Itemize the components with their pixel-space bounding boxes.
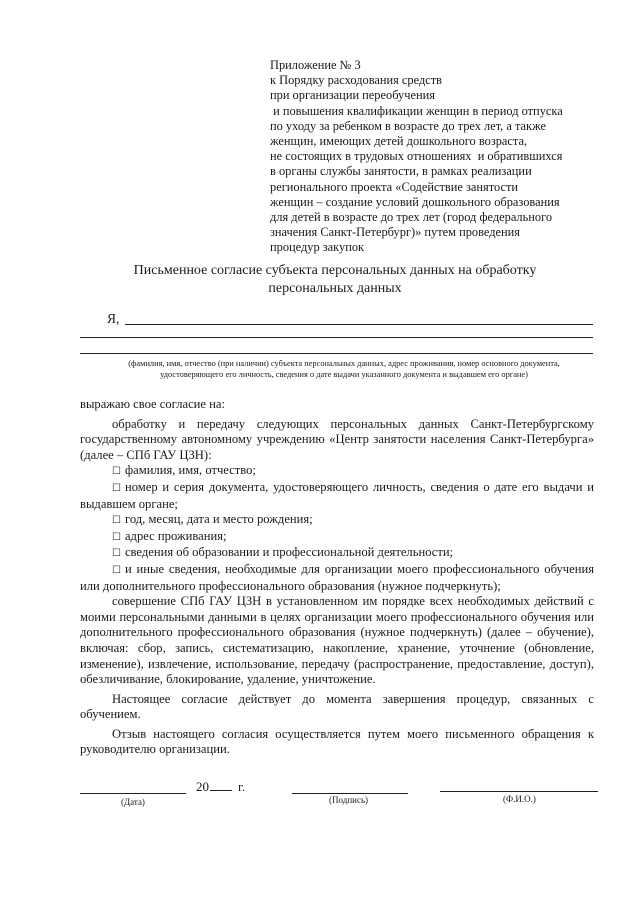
processing-paragraph: обработку и передачу следующих персональных данных Санкт-Петербургскому государственному автономному учреждению «Центр занятости населения Санкт-Петербурга» (далее – СПб ГАУ ЦЗН): — [80, 416, 594, 462]
document-title — [80, 262, 590, 298]
appendix-line: и повышения квалификации женщин в период отпуска — [270, 103, 563, 118]
caption-line-1: (фамилия, имя, отчество (при наличии) субъекта персональных данных, адрес проживания, номер основного документа, — [128, 359, 560, 368]
checkbox-icon[interactable]: ☐ — [112, 515, 121, 527]
appendix-line: женщин, имеющих детей дошкольного возраста, — [270, 134, 528, 149]
list-item-text: год, месяц, дата и место рождения; — [124, 512, 313, 527]
checkbox-icon[interactable]: ☐ — [112, 466, 121, 478]
year-suffix: г. — [238, 779, 246, 794]
year-prefix: 20 — [196, 779, 209, 794]
list-item-text: сведения об образовании и профессиональной деятельности; — [124, 545, 454, 560]
list-item — [80, 512, 594, 529]
appendix-line: к Порядку расходования средств — [270, 73, 443, 88]
appendix-line: значения Санкт-Петербург)» путем проведения — [270, 225, 520, 240]
date-line[interactable] — [80, 793, 186, 794]
appendix-line: не состоящих в трудовых отношениях и обратившихся — [270, 149, 563, 164]
list-item-text: и иные сведения, необходимые для организации моего профессионального обучения или дополнительного профессионального образования (нужное подчеркнуть); — [80, 561, 594, 593]
list-item — [80, 480, 594, 512]
list-item-text: номер и серия документа, удостоверяющего личность, сведения о дате его выдачи и выдавшем органе; — [80, 479, 594, 511]
appendix-line: регионального проекта «Содействие занятости — [270, 179, 519, 194]
checkbox-icon[interactable]: ☐ — [112, 564, 121, 576]
subject-details-line-2[interactable] — [80, 353, 593, 354]
year-blank[interactable] — [210, 779, 232, 791]
signature-line[interactable] — [292, 793, 408, 794]
title-line-1: Письменное согласие субъекта персональных данных на обработку — [133, 263, 537, 278]
appendix-header — [270, 58, 600, 256]
checkbox-icon[interactable]: ☐ — [112, 531, 121, 543]
subject-caption — [94, 358, 594, 380]
appendix-line: при организации переобучения — [270, 88, 435, 103]
checkbox-icon[interactable]: ☐ — [112, 482, 121, 494]
caption-line-2: удостоверяющего его личность, сведения о дате выдачи указанного документа и выдавшем его органе) — [160, 370, 528, 379]
consent-intro: выражаю свое согласие на: — [80, 397, 225, 411]
list-item — [80, 545, 594, 562]
appendix-line: женщин – создание условий дошкольного образования — [270, 194, 560, 209]
withdrawal-paragraph: Отзыв настоящего согласия осуществляется путем моего письменного обращения к руководителю организации. — [80, 726, 594, 757]
consent-body — [80, 397, 594, 758]
list-item — [80, 562, 594, 594]
list-item-text: адрес проживания; — [124, 528, 227, 543]
signature-caption: (Подпись) — [329, 795, 369, 805]
checkbox-icon[interactable]: ☐ — [112, 548, 121, 560]
appendix-line: для детей в возрасте до трех лет (город федерального — [270, 210, 553, 225]
list-item-text: фамилия, имя, отчество; — [124, 463, 256, 478]
subject-details-line-1[interactable] — [80, 337, 593, 338]
name-caption: (Ф.И.О.) — [503, 794, 536, 804]
list-item — [80, 463, 594, 480]
list-item — [80, 529, 594, 546]
appendix-line: процедур закупок — [270, 240, 365, 255]
actions-paragraph: совершение СПб ГАУ ЦЗН в установленном им порядке всех необходимых действий с моими персональными данными в целях организации моего профессионального обучения или дополнительного профессионального образования (нужное подчеркнуть) (далее – обучение), включая: сбор, запись, систематизацию, накопление, хранение, уточнение (обновление, изменение), извлечение, использование, передачу (распространение, предоставление, доступ), обезличивание, блокирование, удаление, уничтожение. — [80, 594, 594, 687]
date-caption: (Дата) — [121, 797, 145, 807]
name-line[interactable] — [440, 791, 598, 792]
appendix-line: Приложение № 3 — [270, 58, 361, 72]
validity-paragraph: Настоящее согласие действует до момента завершения процедур, связанных с обучением. — [80, 691, 594, 722]
appendix-line: в органы службы занятости, в рамках реализации — [270, 164, 532, 179]
appendix-line: по уходу за ребенком в возрасте до трех лет, а также — [270, 118, 546, 133]
year-field — [196, 779, 245, 795]
title-line-2: персональных данных — [268, 281, 402, 296]
subject-label: Я, — [107, 311, 120, 326]
subject-name-line[interactable] — [125, 324, 593, 325]
